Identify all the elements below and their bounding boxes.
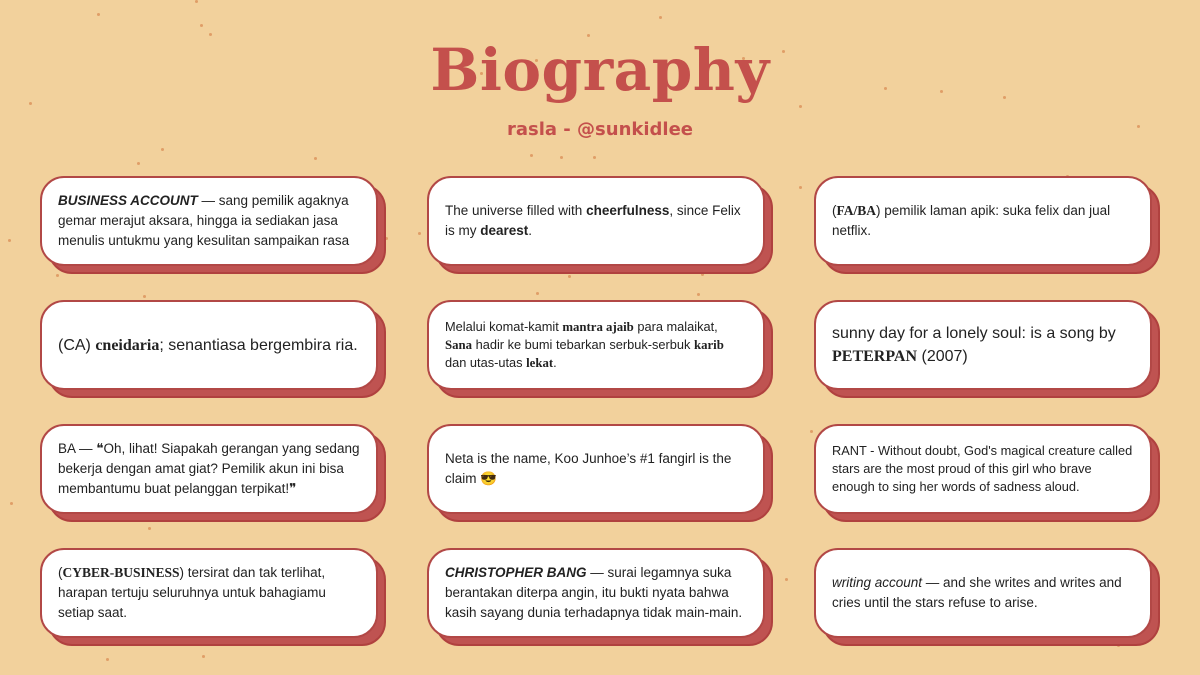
bio-card [40, 424, 378, 514]
bio-card [814, 300, 1152, 390]
background-dot [697, 293, 700, 296]
text-run: , since Felix is my [445, 203, 741, 238]
bio-card [427, 176, 765, 266]
text-run: — surai legamnya suka berantakan diterpa angin, itu bukti nyata bahwa kasih sayang dunia terhadapnya tidak main-main. [445, 565, 743, 620]
text-run: CHRISTOPHER BANG [445, 565, 587, 580]
background-dot [560, 156, 563, 159]
bio-text [832, 322, 1135, 368]
bio-text [445, 449, 748, 489]
background-dot [659, 16, 662, 19]
text-run: hadir ke bumi tebarkan serbuk-serbuk [472, 337, 694, 352]
text-run: — and she writes and writes and cries until the stars refuse to arise. [832, 575, 1122, 610]
background-dot [418, 232, 421, 235]
text-run: — sang pemilik agaknya gemar merajut aksara, hingga ia sediakan jasa menulis untukmu yang kesulitan sampaikan rasa [58, 193, 350, 248]
background-dot [137, 162, 140, 165]
background-dot [785, 578, 788, 581]
background-dot [56, 274, 59, 277]
text-run: sunny day for a lonely soul: is a song by [832, 325, 1116, 342]
text-run: (CA) [58, 336, 96, 354]
text-run: The universe filled with [445, 203, 587, 218]
bio-text [832, 573, 1135, 613]
bio-card [40, 176, 378, 266]
background-dot [195, 0, 198, 3]
text-run: ) tersirat dan tak terlihat, harapan tertuju seluruhnya untuk bahagiamu setiap saat. [58, 565, 326, 620]
text-run: Sana [445, 338, 473, 352]
text-run: CYBER-BUSINESS [62, 565, 180, 580]
background-dot [799, 105, 802, 108]
background-dot [10, 502, 13, 505]
bio-text [445, 318, 748, 372]
background-dot [8, 239, 11, 242]
bio-card [427, 300, 765, 390]
background-dot [530, 154, 533, 157]
text-run: mantra ajaib [562, 320, 634, 334]
text-run: PETERPAN [832, 348, 918, 365]
text-run: . [528, 223, 533, 238]
background-dot [148, 527, 151, 530]
text-run: . [553, 355, 557, 370]
bio-card [40, 548, 378, 638]
page-title: Biography [430, 36, 770, 104]
background-dot [593, 156, 596, 159]
bio-card [814, 548, 1152, 638]
text-run: ) pemilik laman apik: suka felix dan jual netflix. [832, 203, 1111, 238]
bio-text [58, 563, 361, 623]
bio-text [445, 563, 748, 623]
bio-card [427, 424, 765, 514]
text-run: ( [58, 565, 63, 580]
bio-text [832, 201, 1135, 241]
text-run: karib [693, 338, 724, 352]
background-dot [202, 655, 205, 658]
background-dot [568, 275, 571, 278]
text-run: RANT - Without doubt, God's magical creature called stars are the most proud of this girl who brave enough to sing her words of sadness aloud. [832, 443, 1133, 494]
bio-text [58, 191, 361, 251]
background-dot [810, 430, 813, 433]
bio-card [814, 424, 1152, 514]
bio-card [40, 300, 378, 390]
text-run: cheerfulness [586, 203, 670, 218]
bio-text [58, 439, 361, 499]
background-dot [314, 157, 317, 160]
background-dot [536, 292, 539, 295]
bio-text [445, 201, 748, 241]
bio-text [58, 334, 361, 357]
text-run: ; senantiasa bergembira ria. [159, 336, 358, 354]
text-run: para malaikat, [633, 319, 718, 334]
background-dot [161, 148, 164, 151]
background-dot [143, 295, 146, 298]
text-run: lekat [526, 356, 554, 370]
text-run: dan utas-utas [445, 355, 527, 370]
background-dot [200, 24, 203, 27]
text-run: cneidaria [95, 336, 160, 354]
bio-card [427, 548, 765, 638]
background-dot [799, 186, 802, 189]
page-subtitle: rasla - @sunkidlee [506, 119, 693, 140]
bio-card [814, 176, 1152, 266]
background-dot [97, 13, 100, 16]
text-run: Melalui komat-kamit [445, 319, 563, 334]
text-run: FA/BA [836, 203, 876, 218]
background-dot [106, 658, 109, 661]
text-run: BUSINESS ACCOUNT [58, 193, 198, 208]
text-run: (2007) [917, 348, 968, 365]
text-run: ( [832, 203, 837, 218]
text-run: writing account [832, 575, 923, 590]
text-run: BA — ❝Oh, lihat! Siapakah gerangan yang sedang bekerja dengan amat giat? Pemilik akun ini bisa membantumu buat pelanggan terpikat!❞ [58, 441, 360, 496]
bio-text [832, 442, 1135, 496]
text-run: dearest [480, 223, 529, 238]
text-run: Neta is the name, Koo Junhoe’s #1 fangirl is the claim 😎 [445, 451, 732, 486]
